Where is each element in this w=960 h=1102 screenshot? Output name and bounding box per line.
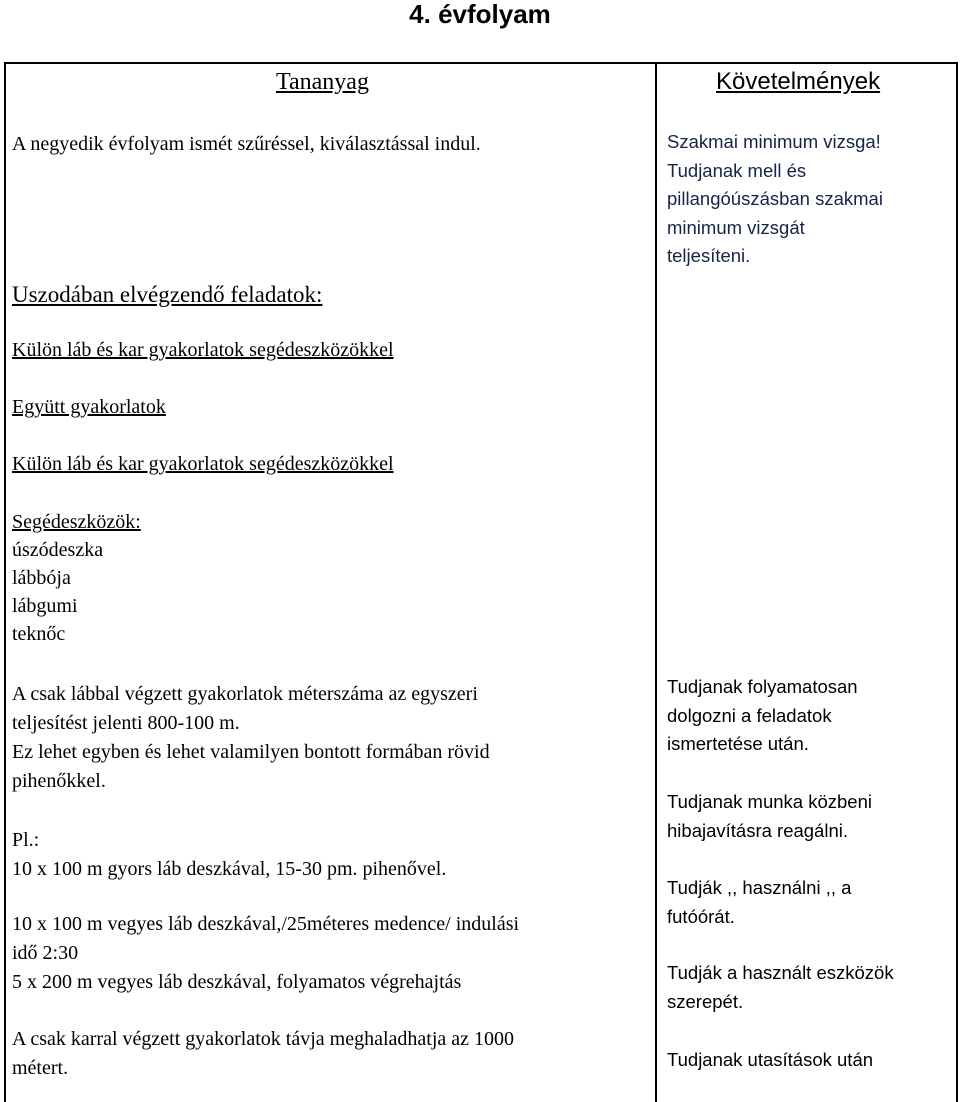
requirement-tools — [667, 959, 894, 1016]
text-line: 5 x 200 m vegyes láb deszkával, folyamatos végrehajtás — [12, 971, 462, 993]
text-line: minimum vizsgát — [667, 216, 805, 238]
section-title: Uszodában elvégzendő feladatok: — [12, 282, 323, 307]
text-line: Tudják a használt eszközök — [667, 962, 894, 983]
column-divider — [655, 62, 657, 1102]
requirement-instructions: Tudjanak utasítások után — [667, 1049, 874, 1070]
text-line: idő 2:30 — [12, 942, 79, 964]
text-line: A csak lábbal végzett gyakorlatok méterszáma az egyszeri — [12, 683, 478, 705]
text-line: teljesíteni. — [667, 245, 751, 266]
text-line: Szakmai minimum vizsga! — [667, 131, 881, 152]
text-line: Tudjanak folyamatosan — [667, 676, 858, 697]
text-line: ismertetése után. — [667, 733, 809, 754]
tool-item: lábbója — [12, 567, 71, 589]
tool-item: lábgumi — [12, 595, 78, 617]
text-line: 10 x 100 m vegyes láb deszkával,/25méteres medence/ indulási — [12, 913, 520, 935]
text-line: szerepét. — [667, 990, 744, 1012]
text-line: pillangóúszásban szakmai — [667, 188, 883, 209]
text-line: Tudjanak munka közbeni — [667, 791, 872, 812]
left-column-header: Tananyag — [276, 69, 369, 95]
text-line: dolgozni a feladatok — [667, 704, 832, 726]
tool-item: teknőc — [12, 623, 66, 645]
example-2 — [12, 910, 519, 997]
requirement-continuous-work — [667, 673, 858, 759]
topic-item: Együtt gyakorlatok — [12, 396, 166, 418]
topic-item: Külön láb és kar gyakorlatok segédeszközökkel — [12, 339, 394, 361]
tools-title: Segédeszközök: — [12, 511, 141, 533]
text-line: Ez lehet egyben és lehet valamilyen bontott formában rövid — [12, 741, 490, 763]
text-line: métert. — [12, 1057, 69, 1079]
topic-item: Külön láb és kar gyakorlatok segédeszközökkel — [12, 453, 394, 475]
text-line: pihenőkkel. — [12, 770, 106, 792]
legwork-paragraph — [12, 680, 490, 796]
example-1: 10 x 100 m gyors láb deszkával, 15-30 pm. pihenővel. — [12, 858, 447, 880]
text-line: teljesítést jelenti 800-100 m. — [12, 712, 240, 734]
tool-item: úszódeszka — [12, 539, 104, 561]
armwork-paragraph — [12, 1025, 514, 1083]
requirement-stopwatch — [667, 874, 851, 931]
intro-text: A negyedik évfolyam ismét szűréssel, kiválasztással indul. — [12, 133, 481, 155]
text-line: Tudjanak mell és — [667, 159, 807, 181]
requirement-error-correction — [667, 788, 872, 845]
text-line: hibajavításra reagálni. — [667, 819, 848, 841]
right-column-header: Követelmények — [716, 68, 881, 95]
page-title: 4. évfolyam — [409, 0, 551, 29]
tools-block — [12, 508, 141, 648]
text-line: futóórát. — [667, 905, 735, 927]
exam-requirement — [667, 128, 883, 271]
example-label: Pl.: — [12, 829, 40, 851]
text-line: Tudják ,, használni ,, a — [667, 877, 852, 898]
text-line: A csak karral végzett gyakorlatok távja meghaladhatja az 1000 — [12, 1028, 515, 1050]
